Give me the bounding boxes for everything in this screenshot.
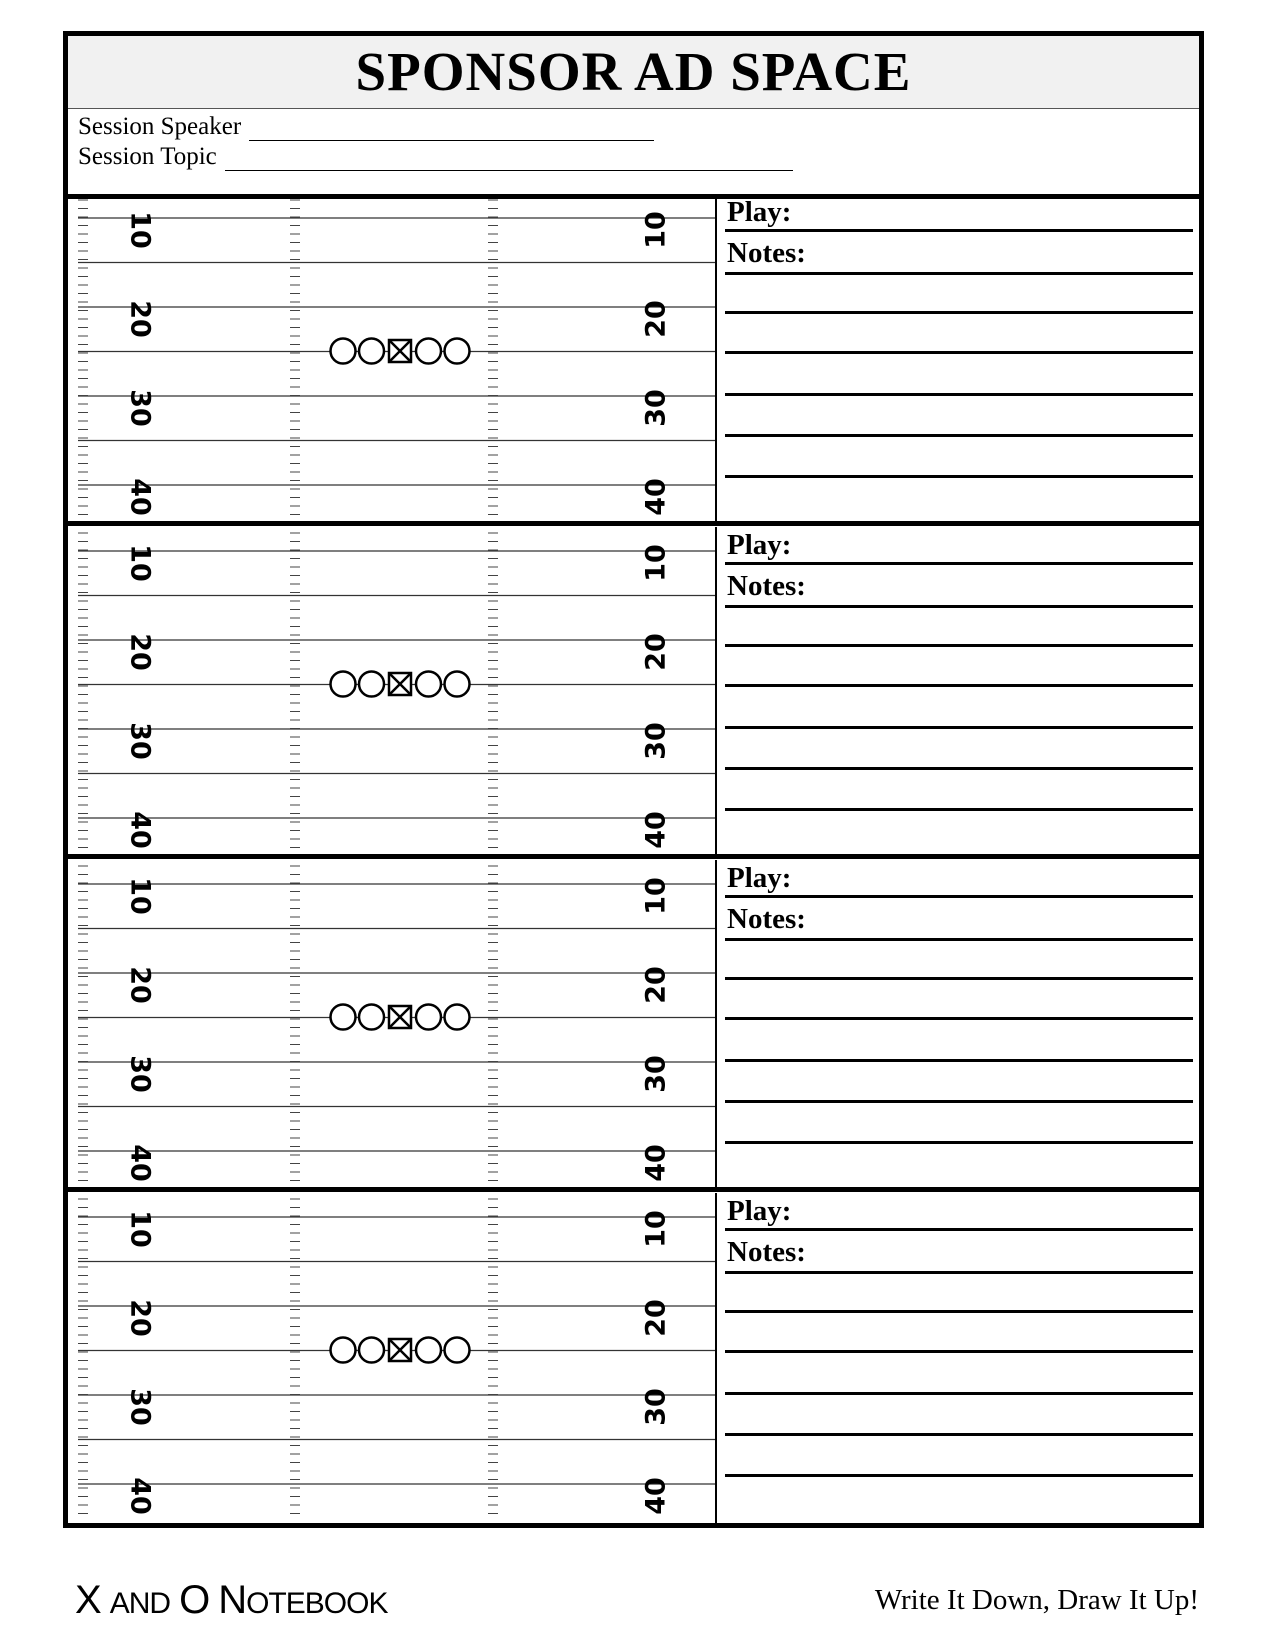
yard-number-right: 40: [640, 811, 672, 849]
session-speaker-field[interactable]: [249, 116, 654, 141]
yard-number-left: 40: [124, 1477, 156, 1515]
brand-and: AND: [109, 1587, 171, 1620]
play-label: Play:: [727, 196, 792, 228]
lineman-player-icon: [359, 1338, 384, 1363]
notes-column: [715, 860, 1199, 1187]
play-write-line[interactable]: [725, 229, 1193, 232]
yard-number-right: 20: [640, 300, 672, 338]
yard-number-left: 30: [124, 1388, 156, 1426]
lineman-player-icon: [331, 672, 356, 697]
notes-write-line[interactable]: [725, 938, 1193, 941]
notes-write-line[interactable]: [725, 1474, 1193, 1477]
notes-write-line[interactable]: [725, 1141, 1193, 1144]
brand-otebook: OTEBOOK: [246, 1587, 388, 1620]
yard-number-left: 10: [124, 211, 156, 249]
notes-write-line[interactable]: [725, 311, 1193, 314]
notebook-brand: [75, 1578, 387, 1623]
play-label: Play:: [727, 1195, 792, 1227]
yard-number-right: 20: [640, 1299, 672, 1337]
lineman-player-icon: [331, 339, 356, 364]
notes-write-line[interactable]: [725, 977, 1193, 980]
brand-x: X: [75, 1578, 101, 1622]
session-topic-row: [78, 143, 793, 171]
tagline: Write It Down, Draw It Up!: [874, 1584, 1199, 1616]
notes-write-line[interactable]: [725, 808, 1193, 811]
play-block: [68, 860, 1199, 1192]
play-block: [68, 527, 1199, 859]
field-diagram[interactable]: [68, 860, 715, 1192]
session-topic-label: Session Topic: [78, 143, 217, 170]
yard-number-left: 10: [124, 877, 156, 915]
brand-n: N: [218, 1578, 247, 1622]
notes-write-line[interactable]: [725, 1350, 1193, 1353]
notes-column: [715, 194, 1199, 521]
session-topic-field[interactable]: [225, 146, 793, 171]
lineman-player-icon: [445, 672, 470, 697]
lineman-player-icon: [416, 1338, 441, 1363]
play-label: Play:: [727, 529, 792, 561]
yard-number-left: 30: [124, 389, 156, 427]
yard-number-right: 20: [640, 633, 672, 671]
lineman-player-icon: [416, 672, 441, 697]
lineman-player-icon: [359, 672, 384, 697]
sponsor-ad-title: SPONSOR AD SPACE: [355, 41, 912, 102]
lineman-player-icon: [331, 1338, 356, 1363]
notes-write-line[interactable]: [725, 1271, 1193, 1274]
session-header: [68, 36, 1199, 199]
play-write-line[interactable]: [725, 895, 1193, 898]
notes-write-line[interactable]: [725, 684, 1193, 687]
brand-o: O: [179, 1578, 210, 1622]
notes-write-line[interactable]: [725, 1017, 1193, 1020]
yard-number-right: 10: [640, 1210, 672, 1248]
yard-number-left: 20: [124, 966, 156, 1004]
notes-column: [715, 1193, 1199, 1525]
playbook-sheet: [63, 31, 1204, 1528]
yard-number-right: 10: [640, 211, 672, 249]
notes-write-line[interactable]: [725, 1310, 1193, 1313]
yard-number-left: 20: [124, 300, 156, 338]
notes-write-line[interactable]: [725, 605, 1193, 608]
field-diagram[interactable]: [68, 1193, 715, 1525]
lineman-player-icon: [331, 1005, 356, 1030]
play-label: Play:: [727, 862, 792, 894]
lineman-player-icon: [416, 339, 441, 364]
lineman-player-icon: [445, 1005, 470, 1030]
yard-number-right: 30: [640, 722, 672, 760]
notes-write-line[interactable]: [725, 1100, 1193, 1103]
yard-number-left: 10: [124, 544, 156, 582]
yard-number-right: 40: [640, 478, 672, 516]
notes-write-line[interactable]: [725, 1059, 1193, 1062]
play-block: [68, 1193, 1199, 1525]
lineman-player-icon: [445, 339, 470, 364]
field-diagram[interactable]: [68, 527, 715, 859]
yard-number-left: 40: [124, 1144, 156, 1182]
notes-label: Notes:: [727, 903, 806, 935]
yard-number-right: 30: [640, 1388, 672, 1426]
notes-write-line[interactable]: [725, 644, 1193, 647]
yard-number-left: 30: [124, 722, 156, 760]
yard-number-right: 30: [640, 1055, 672, 1093]
play-block: [68, 194, 1199, 526]
yard-number-right: 10: [640, 877, 672, 915]
yard-number-right: 30: [640, 389, 672, 427]
notes-label: Notes:: [727, 237, 806, 269]
notes-label: Notes:: [727, 570, 806, 602]
yard-number-right: 40: [640, 1477, 672, 1515]
notes-write-line[interactable]: [725, 351, 1193, 354]
notes-column: [715, 527, 1199, 854]
notes-write-line[interactable]: [725, 1392, 1193, 1395]
lineman-player-icon: [359, 1005, 384, 1030]
session-speaker-label: Session Speaker: [78, 113, 242, 140]
notes-write-line[interactable]: [725, 393, 1193, 396]
notes-write-line[interactable]: [725, 272, 1193, 275]
lineman-player-icon: [416, 1005, 441, 1030]
play-write-line[interactable]: [725, 562, 1193, 565]
yard-number-left: 40: [124, 478, 156, 516]
sponsor-ad-band: [68, 36, 1199, 109]
lineman-player-icon: [445, 1338, 470, 1363]
play-write-line[interactable]: [725, 1228, 1193, 1231]
lineman-player-icon: [359, 339, 384, 364]
notes-write-line[interactable]: [725, 475, 1193, 478]
notes-label: Notes:: [727, 1236, 806, 1268]
notes-write-line[interactable]: [725, 726, 1193, 729]
yard-number-right: 40: [640, 1144, 672, 1182]
field-diagram[interactable]: [68, 194, 715, 526]
notes-write-line[interactable]: [725, 767, 1193, 770]
yard-number-left: 40: [124, 811, 156, 849]
yard-number-right: 20: [640, 966, 672, 1004]
notes-write-line[interactable]: [725, 1433, 1193, 1436]
yard-number-right: 10: [640, 544, 672, 582]
yard-number-left: 30: [124, 1055, 156, 1093]
session-speaker-row: [78, 113, 654, 141]
yard-number-left: 20: [124, 1299, 156, 1337]
notes-write-line[interactable]: [725, 434, 1193, 437]
yard-number-left: 20: [124, 633, 156, 671]
yard-number-left: 10: [124, 1210, 156, 1248]
